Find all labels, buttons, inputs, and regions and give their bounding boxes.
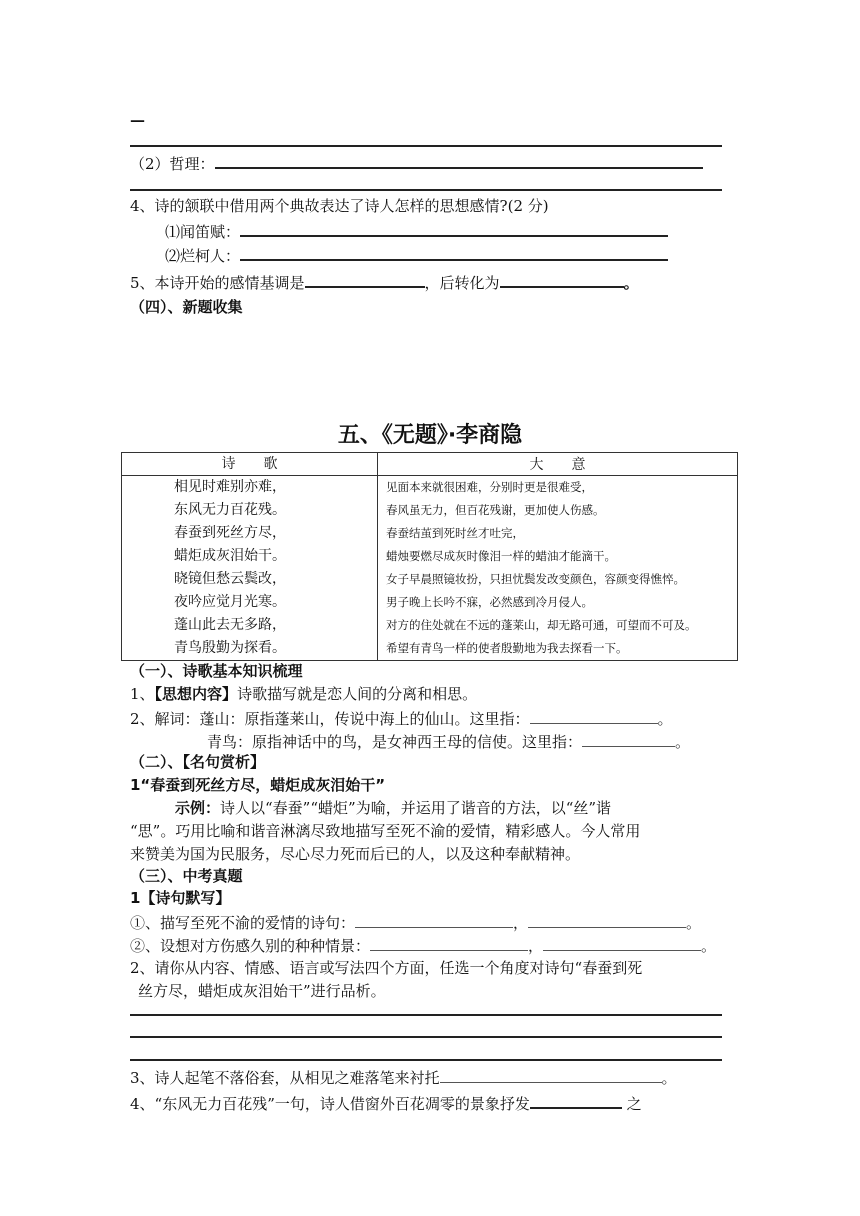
s1-item1: [130, 684, 477, 704]
answer-line[interactable]: [130, 1014, 722, 1016]
period: 。: [701, 937, 717, 955]
period: 。: [675, 733, 691, 751]
q5-part2: ，后转化为: [424, 274, 500, 292]
s3-q2-blank-1[interactable]: [370, 935, 528, 951]
s3-item4-text: 4、“东风无力百花残”一句，诗人借窗外百花凋零的景象抒发: [130, 1095, 530, 1113]
q5-end: 。: [623, 274, 639, 292]
q5-blank-2[interactable]: [500, 270, 624, 288]
s2-example-text: 诗人以“春蚕”“蜡炬”为喻，并运用了谐音的方法，以“丝”谐: [220, 799, 612, 817]
page-title: 五、《无题》·李商隐: [337, 423, 523, 448]
s3-item4: [130, 1091, 642, 1114]
meaning-line: 希望有青鸟一样的使者殷勤地为我去探看一下。: [386, 641, 628, 655]
section-1-heading: （一）、诗歌基本知识梳理: [130, 662, 303, 680]
poem-line: 晓镜但愁云鬓改，: [174, 571, 286, 587]
s1-item2b-text: 青鸟：原指神话中的鸟，是女神西王母的信使。这里指：: [207, 733, 583, 751]
s2-example-label: 示例：: [175, 799, 221, 817]
meaning-line: 女子早晨照镜妆扮，只担忧鬓发改变颜色，容颜变得憔悴。: [386, 572, 685, 586]
answer-line: [130, 189, 722, 191]
q2-label: （2）哲理：: [130, 155, 215, 173]
q5-part1: 5、本诗开始的感情基调是: [130, 274, 305, 292]
poem-table: [121, 452, 738, 661]
s1-item2: [130, 708, 673, 729]
s3-item4-end: 之: [626, 1095, 642, 1113]
s3-q2-blank-2[interactable]: [543, 935, 701, 951]
s1-item1-num: 1、: [130, 685, 155, 703]
header-poem: 诗 歌: [122, 453, 378, 476]
answer-line[interactable]: [130, 1059, 722, 1061]
answer-line: [130, 145, 722, 147]
poem-line: 蜡炬成灰泪始干。: [174, 548, 286, 564]
q2-line: [130, 151, 703, 174]
comma: ，: [513, 914, 529, 932]
q4-sub2-label: ⑵烂柯人：: [165, 247, 241, 265]
q4-sub1-label: ⑴闻笛赋：: [165, 223, 241, 241]
q5-line: [130, 270, 639, 293]
top-dash: —: [130, 111, 145, 129]
poem-line: 蓬山此去无多路，: [174, 617, 286, 633]
poem-line: 夜吟应觉月光寒。: [174, 594, 286, 610]
poem-line: 青鸟殷勤为探看。: [174, 640, 286, 656]
period: 。: [686, 914, 702, 932]
s2-quote: 1“春蚕到死丝方尽，蜡炬成灰泪始干”: [130, 776, 386, 794]
meaning-line: 男子晚上长吟不寐，必然感到冷月侵人。: [386, 595, 593, 609]
q4-sub2-blank[interactable]: [240, 243, 668, 261]
s3-item4-blank[interactable]: [530, 1091, 622, 1109]
s1-item2-blank[interactable]: [530, 708, 658, 724]
meaning-line: 见面本来就很困难，分别时更是很难受，: [386, 480, 593, 494]
q4-text: 4、诗的颔联中借用两个典故表达了诗人怎样的思想感情?(2 分): [130, 197, 549, 215]
period: 。: [657, 710, 673, 728]
period: 。: [661, 1069, 677, 1087]
q4-sub1: [165, 219, 668, 242]
s2-example-l2: “思”。巧用比喻和谐音淋漓尽致地描写至死不渝的爱情，精彩感人。今人常用: [130, 822, 641, 840]
meaning-line: 对方的住处就在不远的蓬莱山，却无路可通，可望而不可及。: [386, 618, 697, 632]
meaning-line: 蜡烛要燃尽成灰时像泪一样的蜡油才能滴干。: [386, 549, 616, 563]
poem-lines: [122, 476, 378, 661]
q4-sub1-blank[interactable]: [240, 219, 668, 237]
s1-item2b-blank[interactable]: [582, 731, 675, 747]
q5-blank-1[interactable]: [305, 270, 425, 288]
section-3-heading: （三）、中考真题: [130, 867, 243, 885]
s3-q2-text: ②、设想对方伤感久别的种种情景：: [130, 937, 371, 955]
q4-sub2: [165, 243, 668, 266]
s3-q1-blank-1[interactable]: [355, 912, 513, 928]
s2-example-l1: [175, 798, 611, 818]
poem-line: 东风无力百花残。: [174, 502, 286, 518]
section-2-heading: （二）、【名句赏析】: [130, 753, 266, 771]
s3-q1-blank-2[interactable]: [528, 912, 686, 928]
s1-item1-bold: 【思想内容】: [154, 685, 238, 703]
s3-sub-heading: 1【诗句默写】: [130, 889, 231, 907]
s3-item3: [130, 1067, 677, 1088]
s3-item3-text: 3、诗人起笔不落俗套，从相见之难落笔来衬托: [130, 1069, 440, 1087]
s3-q2: [130, 935, 716, 956]
comma: ，: [528, 937, 544, 955]
meaning-line: 春风虽无力，但百花残谢，更加使人伤感。: [386, 503, 605, 517]
header-meaning: 大 意: [378, 453, 738, 476]
s2-example-l3: 来赞美为国为民服务，尽心尽力死而后已的人，以及这种奉献精神。: [130, 845, 581, 863]
s3-item2-l2: 丝方尽，蜡炬成灰泪始干”进行品析。: [138, 982, 386, 1000]
answer-line[interactable]: [130, 1036, 722, 1038]
meaning-lines: [378, 476, 738, 661]
s3-item2-l1: 2、请你从内容、情感、语言或写法四个方面，任选一个角度对诗句“春蚕到死: [130, 959, 643, 977]
s1-item2b: [207, 731, 690, 752]
section-4-heading: （四）、新题收集: [130, 298, 243, 316]
poem-line: 相见时难别亦难，: [174, 479, 286, 495]
s3-q1-text: ①、描写至死不渝的爱情的诗句：: [130, 914, 356, 932]
s3-q1: [130, 912, 701, 933]
s1-item1-text: 诗歌描写就是恋人间的分离和相思。: [237, 685, 478, 703]
q2-blank[interactable]: [215, 151, 703, 169]
meaning-line: 春蚕结茧到死时丝才吐完，: [386, 526, 524, 540]
s1-item2-text: 2、解词：蓬山：原指蓬莱山，传说中海上的仙山。这里指：: [130, 710, 530, 728]
s3-item3-blank[interactable]: [440, 1067, 662, 1083]
poem-line: 春蚕到死丝方尽，: [174, 525, 286, 541]
